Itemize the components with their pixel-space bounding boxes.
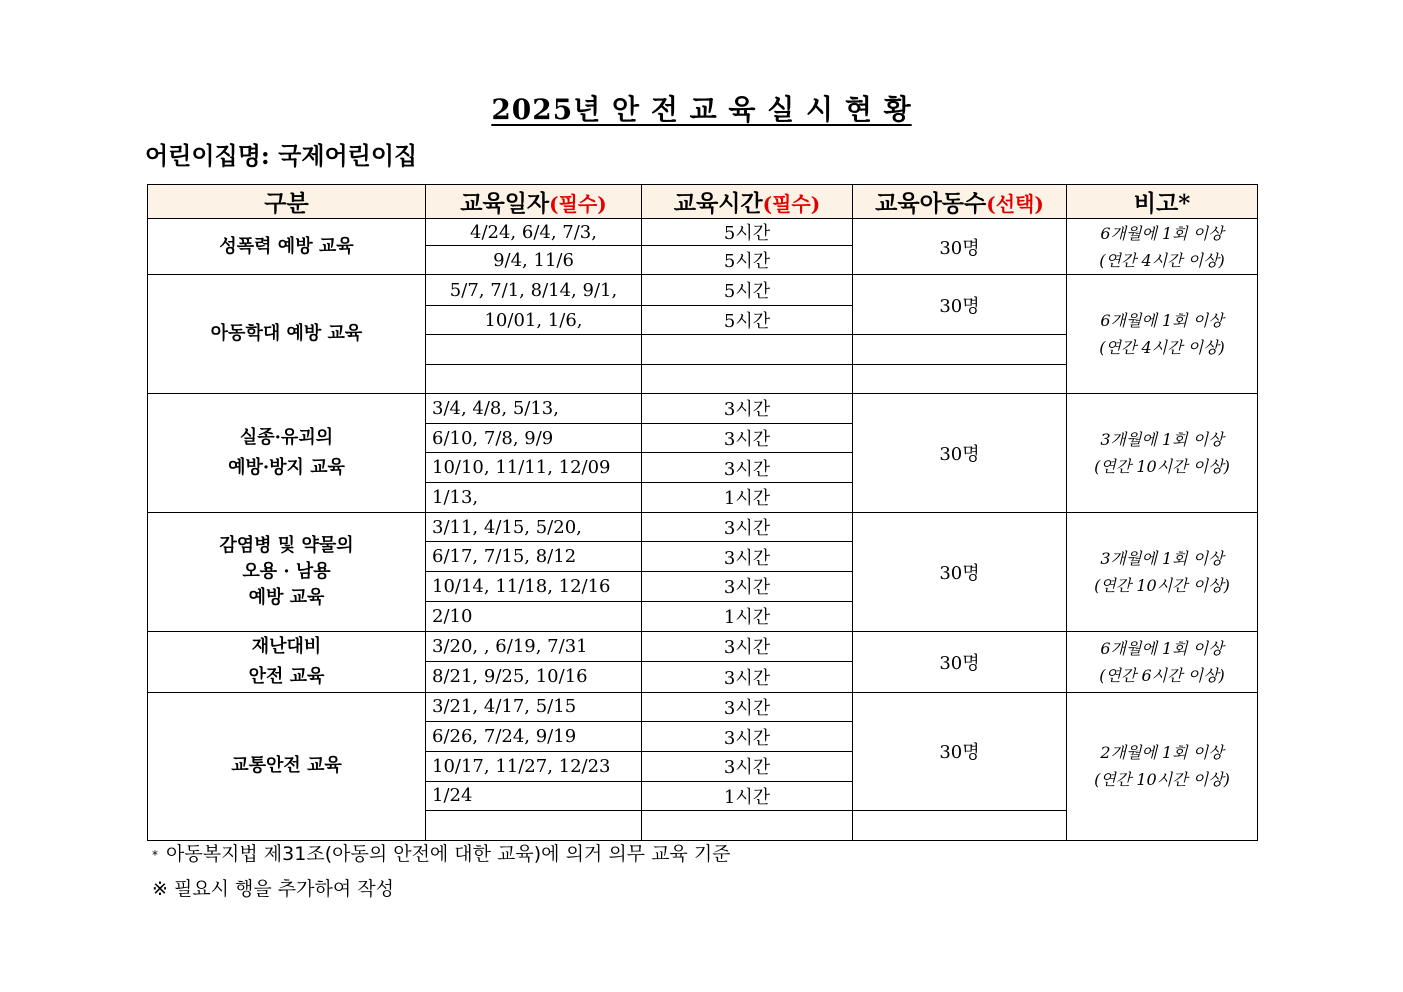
hours-cell: 1시간 [642, 483, 853, 513]
footnote-add-rows: ※ 필요시 행을 추가하여 작성 [152, 878, 394, 900]
empty-cell [642, 811, 853, 841]
date-cell: 3/4, 4/8, 5/13, [426, 394, 642, 424]
header-date: 교육일자(필수) [426, 185, 642, 219]
count-cell: 30명 [853, 631, 1067, 692]
header-count: 교육아동수(선택) [853, 185, 1067, 219]
page-title: 2025년 안 전 교 육 실 시 현 황 [491, 93, 912, 126]
date-cell: 3/11, 4/15, 5/20, [426, 512, 642, 542]
empty-cell [853, 365, 1067, 394]
hours-cell: 5시간 [642, 246, 853, 275]
hours-cell: 3시간 [642, 572, 853, 602]
note-cell: 6개월에 1회 이상 (연간 6시간 이상) [1067, 631, 1258, 692]
daycare-name: 어린이집명: 국제어린이집 [145, 141, 418, 170]
footnote-law: * 아동복지법 제31조(아동의 안전에 대한 교육)에 의거 의무 교육 기준 [152, 843, 731, 865]
empty-cell [853, 811, 1067, 841]
safety-education-table [147, 184, 1258, 841]
hours-cell: 1시간 [642, 781, 853, 811]
date-cell: 10/17, 11/27, 12/23 [426, 751, 642, 781]
header-note: 비고* [1067, 185, 1258, 219]
table-row [148, 512, 1258, 542]
hours-cell: 5시간 [642, 306, 853, 335]
table-row [148, 394, 1258, 424]
hours-cell: 5시간 [642, 275, 853, 306]
category-cell: 감염병 및 약물의 오용 · 남용 예방 교육 [148, 512, 426, 631]
hours-cell: 3시간 [642, 662, 853, 693]
date-cell: 8/21, 9/25, 10/16 [426, 662, 642, 693]
hours-cell: 3시간 [642, 692, 853, 722]
category-cell: 실종·유괴의 예방·방지 교육 [148, 394, 426, 513]
hours-cell: 3시간 [642, 394, 853, 424]
table-row [148, 631, 1258, 662]
note-cell: 3개월에 1회 이상 (연간 10시간 이상) [1067, 512, 1258, 631]
note-cell: 3개월에 1회 이상 (연간 10시간 이상) [1067, 394, 1258, 513]
note-cell: 6개월에 1회 이상 (연간 4시간 이상) [1067, 275, 1258, 394]
date-cell: 10/01, 1/6, [426, 306, 642, 335]
hours-cell: 1시간 [642, 601, 853, 631]
empty-cell [426, 365, 642, 394]
table-row [148, 219, 1258, 246]
empty-cell [426, 335, 642, 365]
date-cell: 10/10, 11/11, 12/09 [426, 453, 642, 483]
category-cell: 교통안전 교육 [148, 692, 426, 840]
header-row [148, 185, 1258, 219]
empty-cell [642, 335, 853, 365]
hours-cell: 3시간 [642, 751, 853, 781]
date-cell: 6/26, 7/24, 9/19 [426, 722, 642, 752]
empty-cell [642, 365, 853, 394]
date-cell: 2/10 [426, 601, 642, 631]
header-hours: 교육시간(필수) [642, 185, 853, 219]
note-cell: 6개월에 1회 이상 (연간 4시간 이상) [1067, 219, 1258, 275]
date-cell: 5/7, 7/1, 8/14, 9/1, [426, 275, 642, 306]
category-cell: 재난대비 안전 교육 [148, 631, 426, 692]
empty-cell [853, 335, 1067, 365]
count-cell: 30명 [853, 219, 1067, 275]
category-cell: 성폭력 예방 교육 [148, 219, 426, 275]
category-cell: 아동학대 예방 교육 [148, 275, 426, 394]
count-cell: 30명 [853, 275, 1067, 335]
date-cell: 10/14, 11/18, 12/16 [426, 572, 642, 602]
date-cell: 6/17, 7/15, 8/12 [426, 542, 642, 572]
count-cell: 30명 [853, 394, 1067, 513]
hours-cell: 3시간 [642, 542, 853, 572]
date-cell: 1/13, [426, 483, 642, 513]
hours-cell: 3시간 [642, 631, 853, 662]
table-row [148, 275, 1258, 306]
date-cell: 9/4, 11/6 [426, 246, 642, 275]
hours-cell: 3시간 [642, 453, 853, 483]
date-cell: 1/24 [426, 781, 642, 811]
hours-cell: 5시간 [642, 219, 853, 246]
note-cell: 2개월에 1회 이상 (연간 10시간 이상) [1067, 692, 1258, 840]
date-cell: 3/20, , 6/19, 7/31 [426, 631, 642, 662]
count-cell: 30명 [853, 512, 1067, 631]
hours-cell: 3시간 [642, 512, 853, 542]
table-row [148, 692, 1258, 722]
header-category: 구분 [148, 185, 426, 219]
date-cell: 6/10, 7/8, 9/9 [426, 423, 642, 453]
hours-cell: 3시간 [642, 722, 853, 752]
date-cell: 3/21, 4/17, 5/15 [426, 692, 642, 722]
count-cell: 30명 [853, 692, 1067, 811]
hours-cell: 3시간 [642, 423, 853, 453]
date-cell: 4/24, 6/4, 7/3, [426, 219, 642, 246]
empty-cell [426, 811, 642, 841]
